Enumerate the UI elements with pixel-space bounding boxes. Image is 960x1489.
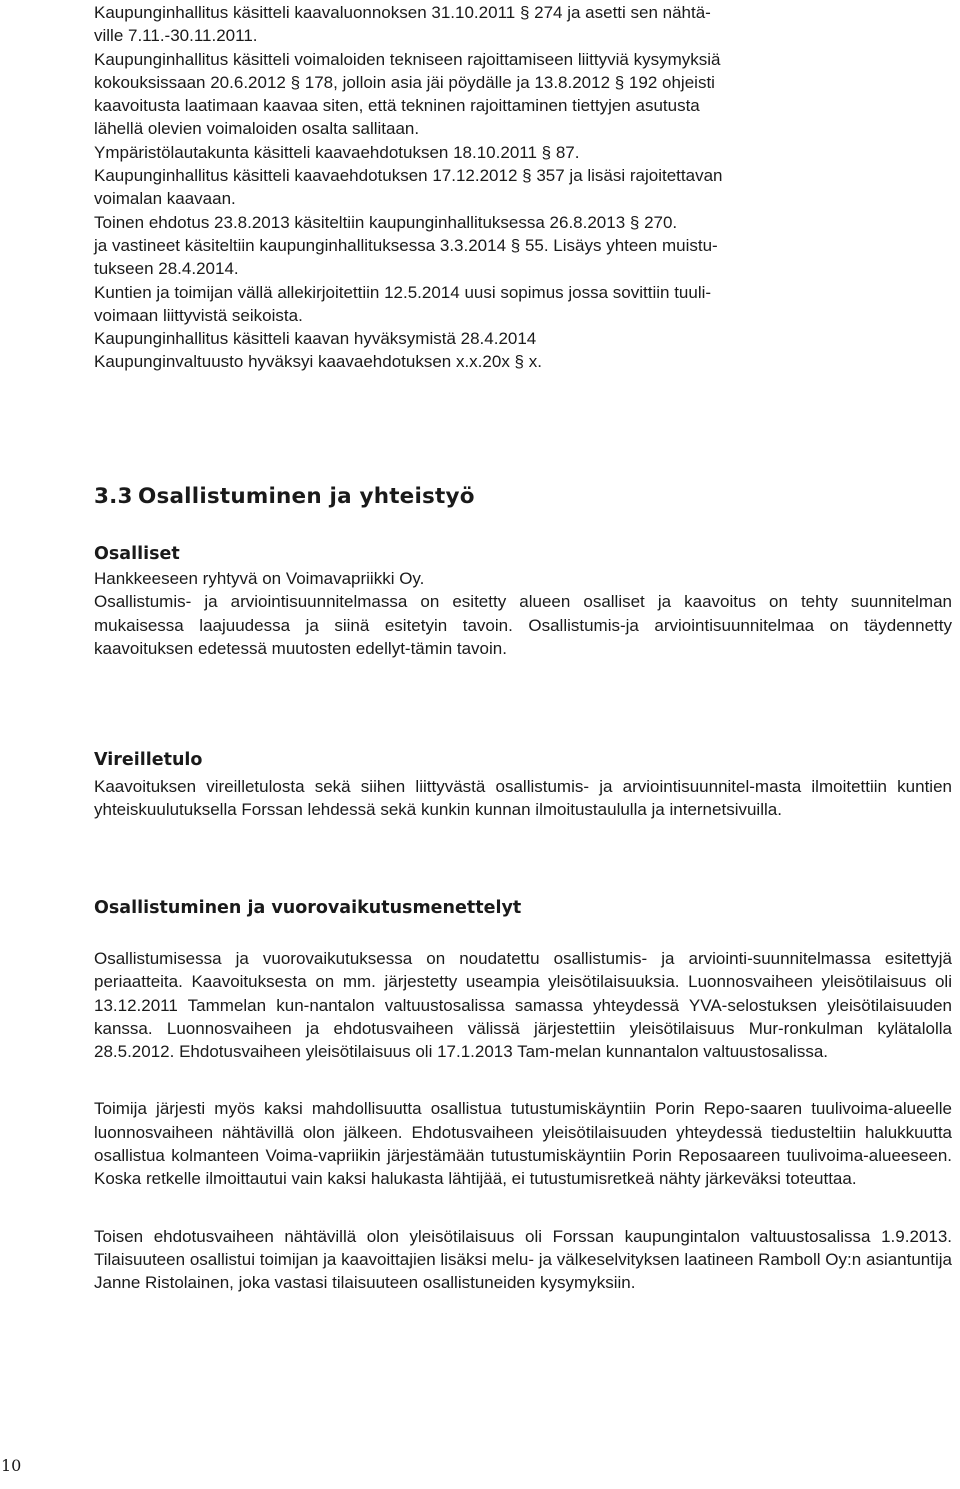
osalliset-line: Hankkeeseen ryhtyvä on Voimavapriikki Oy.: [94, 569, 425, 588]
chronology-line: ville 7.11.-30.11.2011.: [94, 26, 258, 46]
page-number: 10: [1, 1456, 22, 1475]
chronology-line: Kaupunginvaltuusto hyväksyi kaavaehdotuksen x.x.20x § x.: [94, 352, 542, 372]
chronology-line: kaavoitusta laatimaan kaavaa siten, että tekninen rajoittaminen tiettyjen asutusta: [94, 96, 700, 116]
chronology-line: Toinen ehdotus 23.8.2013 käsiteltiin kaupunginhallituksessa 26.8.2013 § 270.: [94, 212, 678, 232]
chronology-line: Kaupunginhallitus käsitteli kaavan hyväksymistä 28.4.2014: [94, 329, 537, 349]
section-title: Osallistuminen ja yhteistyö: [138, 484, 475, 509]
vuorovaikutus-paragraph-3: Toisen ehdotusvaiheen nähtävillä olon yleisötilaisuus oli Forssan kaupungintalon valtuustosalissa 1.9.2013. Tilaisuuteen osallistui toimijan ja kaavoittajien lisäksi melu- ja välkeselvityksen laatineen Ramboll Oy:n asiantuntija Janne Ristolainen, joka vastasi tilaisuuteen osallistuneiden kysymyksiin.: [94, 1226, 952, 1293]
vuorovaikutus-paragraph-2: Toimija järjesti myös kaksi mahdollisuutta osallistua tutustumiskäyntiin Porin Repo-saaren tuulivoima-alueelle luonnosvaiheen nähtävillä olon jälkeen. Ehdotusvaiheen yleisötilaisuuden yhteydessä tiedusteltiin halukkuutta osallistua kolmanteen Voima-vapriikin järjestämään tutustumiskäyntiin Porin Reposaareen tuulivoima-alueeseen. Koska retkelle ilmoittautui vain kaksi halukasta lähtijää, ei tutustumisretkeä nähty järkeväksi toteuttaa.: [94, 1099, 952, 1189]
osalliset-heading: Osalliset: [94, 544, 180, 564]
vireilletulo-heading: Vireilletulo: [94, 750, 203, 770]
chronology-line: Kaupunginhallitus käsitteli voimaloiden tekniseen rajoittamiseen liittyviä kysymyksiä: [94, 49, 721, 69]
osalliset-section: [94, 544, 952, 660]
vuorovaikutus-paragraph-1: Osallistumisessa ja vuorovaikutuksessa on noudatettu osallistumis- ja arviointi-suunnitelmassa esitettyjä periaatteita. Kaavoituksesta on mm. järjestetty useampia yleisötilaisuuksia. Luonnosvaiheen yleisötilaisuus oli 13.12.2011 Tammelan kun-nantalon valtuustosalissa samassa yhteydessä YVA-selostuksen yleisötilaisuuden kanssa. Luonnosvaiheen ja ehdotusvaiheen välissä järjestettiin yleisötilaisuus Mur-ronkulman kylätalolla 28.5.2012. Ehdotusvaiheen yleisötilaisuus oli 17.1.2013 Tam-melan kunnantalon valtuustosalissa.: [94, 949, 952, 1062]
osalliset-paragraph: Osallistumis- ja arviointisuunnitelmassa on esitetty alueen osalliset ja kaavoitus on tehty suunnitelman mukaisessa laajuudessa ja siinä esitetyin tavoin. Osallistumis-ja arviointisuunnitelmaa on täydennetty kaavoituksen edetessä muutosten edellyt-tämin tavoin.: [94, 592, 952, 658]
chronology-line: Ympäristölautakunta käsitteli kaavaehdotuksen 18.10.2011 § 87.: [94, 142, 580, 162]
vireilletulo-paragraph: Kaavoituksen vireilletulosta sekä siihen liittyvästä osallistumis- ja arviointisuunnitel-masta ilmoitettiin kuntien yhteiskuulutuksella Forssan lehdessä sekä kunkin kunnan ilmoitustaululla ja internetsivuilla.: [94, 777, 952, 820]
chronology-line: lähellä olevien voimaloiden osalta sallitaan.: [94, 119, 420, 139]
chronology-line: tukseen 28.4.2014.: [94, 259, 239, 279]
vuorovaikutus-section: [94, 898, 952, 1295]
chronology-line: voimalan kaavaan.: [94, 189, 236, 209]
chronology-block: [94, 1, 952, 374]
chronology-line: ja vastineet käsiteltiin kaupunginhallituksessa 3.3.2014 § 55. Lisäys yhteen muistu-: [94, 235, 718, 255]
chronology-line: Kaupunginhallitus käsitteli kaavaehdotuksen 17.12.2012 § 357 ja lisäsi rajoitettavan: [94, 166, 723, 186]
chronology-line: voimaan liittyvistä seikoista.: [94, 305, 303, 325]
chronology-line: Kaupunginhallitus käsitteli kaavaluonnoksen 31.10.2011 § 274 ja asetti sen nähtä-: [94, 3, 711, 22]
vuorovaikutus-heading: Osallistuminen ja vuorovaikutusmenettelyt: [94, 898, 522, 918]
vireilletulo-section: [94, 750, 952, 822]
chronology-line: Kuntien ja toimijan vällä allekirjoitettiin 12.5.2014 uusi sopimus jossa sovittiin tuuli-: [94, 282, 712, 302]
chronology-line: kokouksissaan 20.6.2012 § 178, jolloin asia jäi pöydälle ja 13.8.2012 § 192 ohjeisti: [94, 72, 715, 92]
section-number: 3.3: [94, 484, 133, 509]
